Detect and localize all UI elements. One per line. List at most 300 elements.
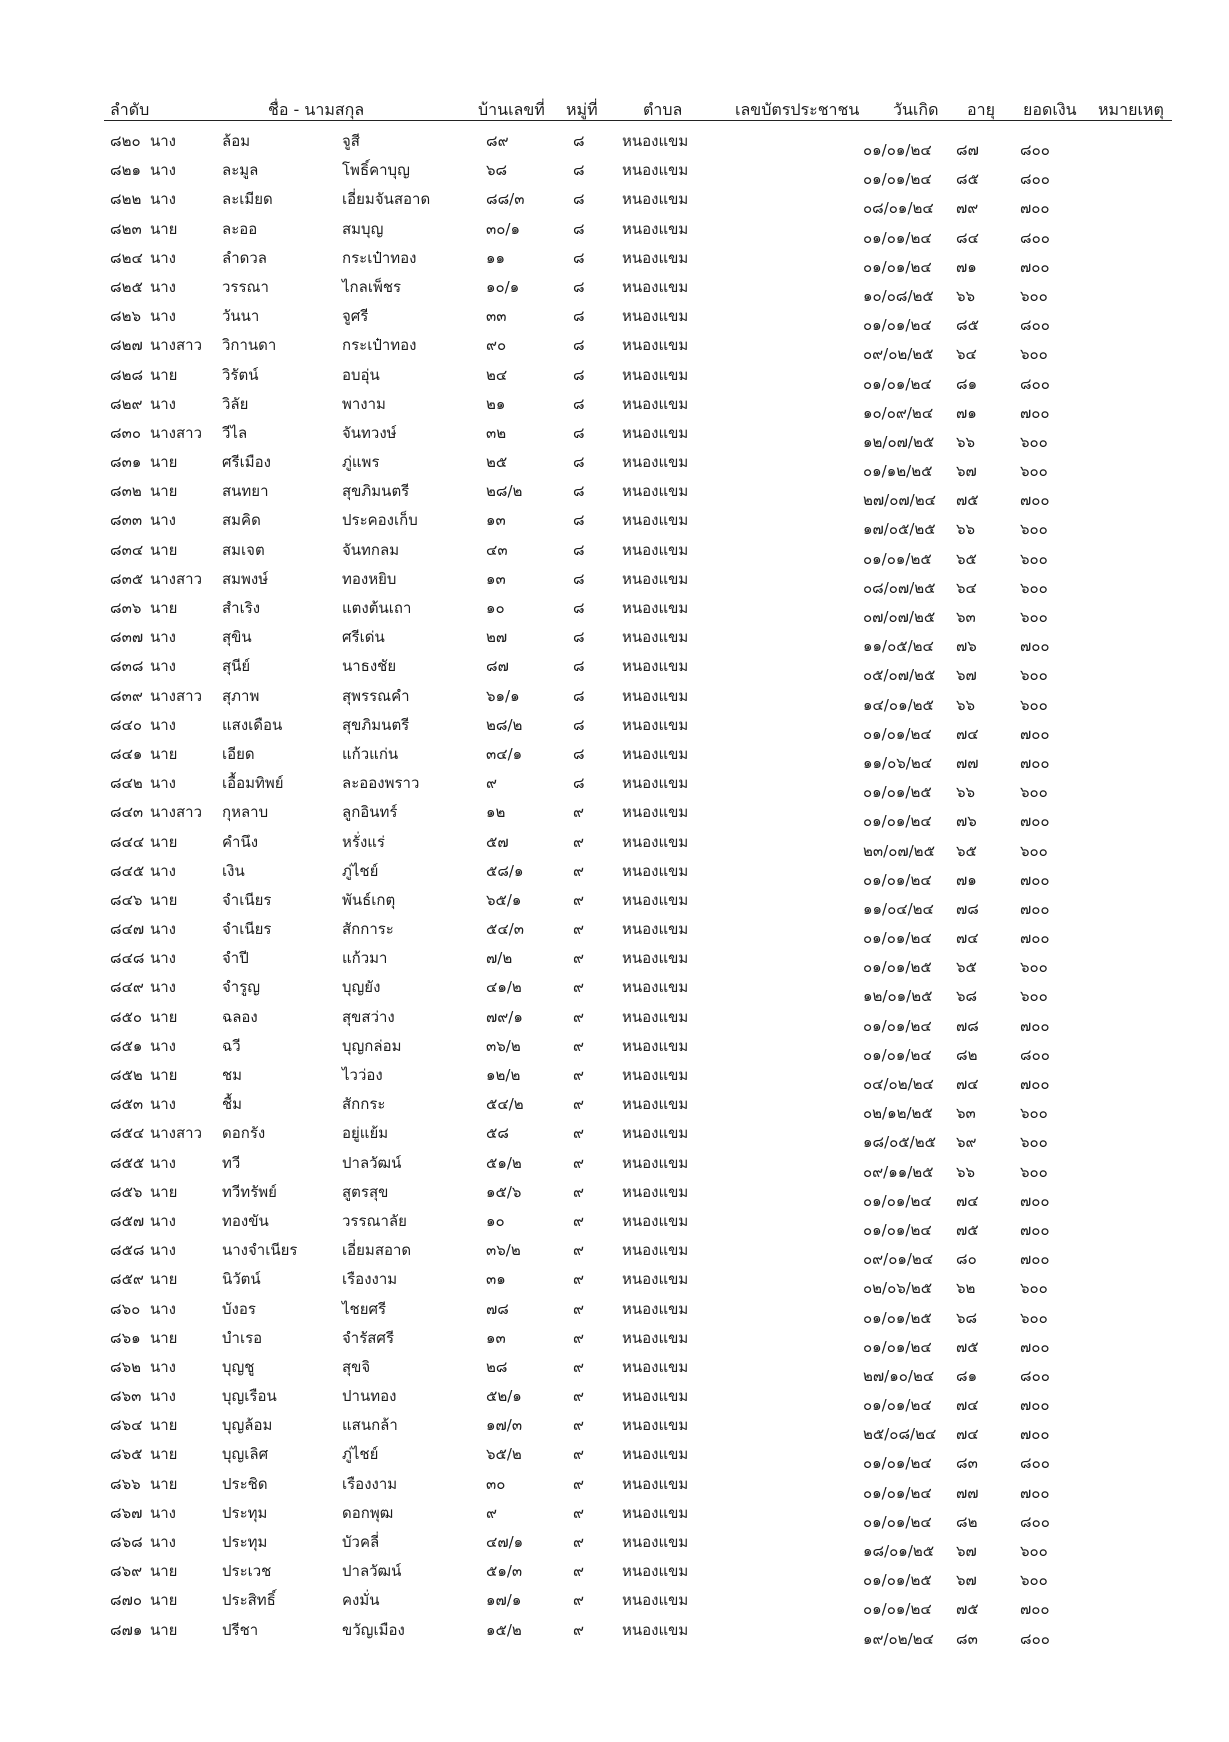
table-row: [0, 1233, 1229, 1269]
cell-moo: ๘: [573, 336, 585, 355]
table-row: [0, 299, 1229, 335]
cell-no: ๘๒๐: [110, 132, 141, 150]
cell-first: วรรณา: [222, 277, 269, 296]
cell-moo: ๘: [573, 482, 585, 501]
cell-no: ๘๖๑: [110, 1328, 141, 1347]
cell-moo: ๙: [573, 1241, 584, 1260]
cell-first: สุขิน: [222, 628, 252, 647]
cell-first: บุญเลิศ: [222, 1445, 269, 1464]
table-row: [0, 737, 1229, 772]
cell-first: ละเมียด: [222, 190, 273, 209]
cell-last: จันทกลม: [342, 540, 400, 559]
cell-house: ๙: [486, 1503, 497, 1522]
cell-moo: ๙: [573, 1095, 584, 1114]
table-row: [0, 883, 1229, 918]
cell-last: ภู่ไชย์: [342, 1445, 379, 1464]
cell-no: ๘๔๒: [110, 774, 143, 793]
table-row: [0, 825, 1229, 860]
cell-first: บำเรอ: [222, 1328, 263, 1347]
cell-moo: ๙: [573, 1270, 584, 1289]
cell-amount: ๗๐๐: [1020, 753, 1050, 772]
cell-dob: ๑๑/๐๕/๒๔: [863, 637, 934, 656]
cell-dob: ๐๑/๐๑/๒๔: [863, 1396, 932, 1415]
cell-last: นาธงชัย: [342, 657, 397, 676]
cell-house: ๕๘: [486, 1124, 509, 1143]
cell-tambon: หนองแขม: [622, 1153, 689, 1172]
cell-moo: ๘: [573, 774, 585, 793]
cell-tambon: หนองแขม: [622, 978, 689, 997]
cell-tambon: หนองแขม: [622, 1182, 689, 1201]
cell-tambon: หนองแขม: [622, 832, 689, 851]
table-row: [0, 679, 1229, 714]
cell-dob: ๑๗/๐๕/๒๕: [863, 520, 936, 539]
cell-no: ๘๔๗: [110, 920, 145, 939]
cell-amount: ๖๐๐: [1020, 666, 1048, 685]
cell-title: นาง: [150, 394, 177, 413]
table-row: [0, 1437, 1229, 1473]
cell-first: ฉวี: [222, 1036, 241, 1055]
cell-tambon: หนองแขม: [622, 628, 689, 647]
cell-moo: ๘: [573, 569, 585, 588]
cell-tambon: หนองแขม: [622, 744, 689, 763]
cell-last: พางาม: [342, 394, 386, 413]
cell-moo: ๙: [573, 832, 584, 851]
cell-last: สูตรสุข: [342, 1182, 389, 1201]
table-row: [0, 649, 1229, 685]
cell-first: นิวัตน์: [222, 1270, 261, 1289]
cell-house: ๑๗/๑: [486, 1591, 522, 1610]
cell-first: ฉลอง: [222, 1007, 258, 1026]
table-row: [0, 1087, 1229, 1123]
cell-moo: ๙: [573, 1416, 584, 1435]
table-row: [0, 970, 1229, 1006]
cell-age: ๖๓: [956, 608, 976, 626]
header-no: ลำดับ: [110, 100, 150, 119]
cell-dob: ๑๐/๐๙/๒๔: [863, 403, 934, 422]
cell-tambon: หนองแขม: [622, 1270, 689, 1289]
cell-no: ๘๓๑: [110, 453, 142, 472]
cell-house: ๓๖/๒: [486, 1241, 521, 1260]
cell-title: นาง: [150, 1153, 177, 1172]
cell-first: วิลัย: [222, 394, 249, 413]
cell-no: ๘๔๑: [110, 744, 143, 763]
cell-dob: ๒๓/๐๗/๒๕: [863, 841, 935, 860]
table-row: [0, 1613, 1229, 1648]
cell-dob: ๐๘/๐๗/๒๕: [863, 578, 936, 597]
cell-last: โพธิ์คาบุญ: [342, 161, 410, 180]
cell-no: ๘๔๘: [110, 949, 145, 968]
cell-house: ๒๘/๒: [486, 482, 523, 501]
cell-moo: ๘: [573, 307, 585, 326]
table-row: [0, 1204, 1229, 1239]
cell-tambon: หนองแขม: [622, 920, 689, 939]
cell-house: ๕๔/๓: [486, 920, 525, 939]
cell-house: ๑๓: [486, 511, 506, 530]
cell-last: จูศรี: [342, 307, 369, 326]
table-row: [0, 562, 1229, 597]
cell-last: เอี่ยมสอาด: [342, 1241, 412, 1260]
cell-age: ๖๕: [956, 549, 977, 568]
cell-house: ๓๐/๑: [486, 219, 520, 238]
cell-amount: ๖๐๐: [1020, 695, 1048, 714]
table-row: [0, 474, 1229, 510]
cell-moo: ๘: [573, 161, 585, 180]
cell-dob: ๐๑/๐๑/๒๔: [863, 374, 932, 393]
cell-amount: ๗๐๐: [1020, 870, 1050, 889]
cell-amount: ๖๐๐: [1020, 462, 1048, 481]
cell-first: เงิน: [222, 861, 245, 880]
cell-house: ๕๔/๒: [486, 1095, 524, 1114]
cell-dob: ๐๑/๐๑/๒๔: [863, 316, 932, 335]
cell-first: บุญล้อม: [222, 1416, 273, 1435]
cell-last: สุพรรณคำ: [342, 686, 410, 705]
cell-title: นาย: [150, 1182, 178, 1201]
cell-dob: ๐๑/๐๑/๒๔: [863, 1191, 932, 1210]
cell-first: จำเนียร: [222, 890, 272, 909]
cell-tambon: หนองแขม: [622, 132, 689, 150]
cell-moo: ๙: [573, 1445, 584, 1464]
cell-no: ๘๖๓: [110, 1387, 142, 1406]
cell-tambon: หนองแขม: [622, 219, 689, 238]
cell-tambon: หนองแขม: [622, 1474, 689, 1493]
cell-house: ๕๘/๑: [486, 861, 524, 880]
cell-age: ๗๙: [956, 199, 979, 218]
cell-tambon: หนองแขม: [622, 248, 689, 267]
cell-title: นางสาว: [150, 336, 203, 355]
cell-age: ๘๐: [956, 1250, 977, 1269]
cell-last: สักกระ: [342, 1095, 386, 1114]
cell-age: ๖๖: [956, 1162, 976, 1181]
header-amount: ยอดเงิน: [1023, 100, 1077, 119]
cell-house: ๓๓: [486, 307, 507, 326]
cell-title: นาย: [150, 1007, 178, 1026]
cell-title: นาย: [150, 1328, 178, 1347]
cell-tambon: หนองแขม: [622, 569, 689, 588]
table-row: [0, 328, 1229, 364]
cell-amount: ๖๐๐: [1020, 1162, 1048, 1181]
cell-last: จำรัสศรี: [342, 1328, 395, 1347]
cell-house: ๖๘: [486, 161, 508, 180]
cell-tambon: หนองแขม: [622, 803, 689, 822]
cell-last: บุญยัง: [342, 978, 381, 997]
cell-moo: ๘: [573, 453, 585, 472]
cell-dob: ๐๔/๐๒/๒๔: [863, 1075, 934, 1093]
cell-moo: ๙: [573, 1211, 584, 1230]
cell-last: กระเป๋าทอง: [342, 248, 417, 267]
cell-amount: ๖๐๐: [1020, 345, 1048, 364]
table-row: [0, 854, 1229, 889]
cell-age: ๖๔: [956, 578, 977, 597]
cell-dob: ๐๑/๐๑/๒๔: [863, 1337, 932, 1356]
cell-no: ๘๕๔: [110, 1124, 145, 1143]
cell-dob: ๐๑/๐๑/๒๔: [863, 929, 932, 948]
cell-age: ๗๕: [956, 1220, 979, 1239]
table-row: [0, 503, 1229, 539]
cell-last: หรั่งแร่: [342, 832, 385, 851]
table-row: [0, 941, 1229, 977]
cell-moo: ๙: [573, 1357, 584, 1376]
cell-first: ทวี: [222, 1153, 241, 1172]
cell-dob: ๑๘/๐๑/๒๕: [863, 1542, 935, 1560]
cell-no: ๘๖๘: [110, 1533, 143, 1551]
cell-no: ๘๓๓: [110, 511, 143, 530]
cell-amount: ๗๐๐: [1020, 812, 1050, 831]
table-row: [0, 387, 1229, 422]
cell-age: ๗๘: [956, 1016, 979, 1035]
cell-title: นาย: [150, 890, 178, 909]
cell-first: คำนึง: [222, 832, 259, 851]
cell-no: ๘๔๔: [110, 832, 145, 851]
cell-title: นาย: [150, 540, 178, 559]
cell-first: วิกานดา: [222, 336, 277, 355]
cell-age: ๗๖: [956, 637, 977, 656]
cell-amount: ๗๐๐: [1020, 1016, 1050, 1035]
table-row: [0, 591, 1229, 626]
cell-house: ๓๑: [486, 1270, 506, 1289]
cell-amount: ๗๐๐: [1020, 724, 1050, 743]
cell-house: ๗/๒: [486, 949, 513, 968]
cell-tambon: หนองแขม: [622, 686, 689, 705]
table-row: [0, 1175, 1229, 1210]
cell-tambon: หนองแขม: [622, 949, 689, 968]
cell-age: ๖๗: [956, 666, 977, 685]
cell-moo: ๘: [573, 511, 585, 530]
cell-first: บุญเรือน: [222, 1387, 277, 1406]
cell-age: ๖๖: [956, 286, 976, 305]
cell-amount: ๘๐๐: [1020, 1629, 1050, 1648]
cell-last: จูสี: [342, 132, 360, 150]
cell-first: ประเวช: [222, 1562, 272, 1581]
cell-dob: ๐๑/๐๑/๒๔: [863, 1512, 932, 1531]
cell-house: ๗๙/๑: [486, 1007, 523, 1026]
cell-tambon: หนองแขม: [622, 307, 689, 326]
cell-age: ๗๑: [956, 403, 977, 422]
cell-first: ทวีทรัพย์: [222, 1182, 277, 1201]
cell-dob: ๑๒/๐๗/๒๕: [863, 432, 935, 451]
cell-amount: ๗๐๐: [1020, 929, 1050, 948]
table-row: [0, 1058, 1229, 1093]
cell-no: ๘๖๔: [110, 1416, 143, 1435]
cell-first: ศรีเมือง: [222, 453, 271, 472]
cell-no: ๘๖๒: [110, 1357, 141, 1376]
cell-first: บุญชู: [222, 1357, 255, 1376]
cell-title: นาย: [150, 1445, 178, 1464]
cell-tambon: หนองแขม: [622, 482, 689, 501]
cell-age: ๘๒: [956, 1045, 978, 1064]
cell-amount: ๖๐๐: [1020, 286, 1048, 305]
cell-last: เรืองงาม: [342, 1474, 398, 1493]
cell-no: ๘๕๖: [110, 1182, 143, 1201]
cell-first: ประทุม: [222, 1503, 268, 1522]
cell-no: ๘๕๕: [110, 1153, 145, 1172]
cell-first: ปรีชา: [222, 1620, 259, 1639]
table-row: [0, 1000, 1229, 1035]
cell-title: นาง: [150, 307, 177, 326]
cell-title: นาย: [150, 1474, 178, 1493]
cell-last: จันทวงษ์: [342, 423, 397, 442]
cell-dob: ๐๙/๐๒/๒๕: [863, 345, 934, 364]
cell-no: ๘๒๘: [110, 365, 144, 384]
cell-title: นาย: [150, 453, 178, 472]
cell-tambon: หนองแขม: [622, 423, 689, 442]
table-row: [0, 416, 1229, 451]
cell-age: ๖๖: [956, 783, 976, 802]
cell-dob: ๐๑/๐๑/๒๕: [863, 958, 932, 977]
cell-tambon: หนองแขม: [622, 1299, 689, 1318]
cell-age: ๖๗: [956, 462, 977, 481]
cell-amount: ๗๐๐: [1020, 1425, 1050, 1444]
cell-dob: ๑๐/๐๘/๒๕: [863, 286, 934, 305]
table-body: [0, 124, 1229, 1648]
cell-age: ๖๓: [956, 1104, 976, 1123]
cell-dob: ๐๑/๐๑/๒๔: [863, 1483, 932, 1502]
cell-age: ๘๓: [956, 1454, 978, 1473]
cell-moo: ๘: [573, 423, 585, 442]
cell-no: ๘๕๓: [110, 1095, 144, 1114]
cell-age: ๗๘: [956, 899, 979, 918]
cell-title: นาง: [150, 949, 177, 968]
cell-no: ๘๒๗: [110, 336, 143, 355]
cell-amount: ๖๐๐: [1020, 432, 1048, 451]
cell-amount: ๘๐๐: [1020, 1045, 1050, 1064]
cell-amount: ๗๐๐: [1020, 899, 1050, 918]
cell-moo: ๙: [573, 1562, 584, 1581]
cell-house: ๑๒: [486, 803, 506, 822]
cell-last: สุขภิมนตรี: [342, 715, 410, 734]
cell-dob: ๐๑/๐๑/๒๔: [863, 1600, 932, 1619]
table-row: [0, 708, 1229, 743]
cell-dob: ๐๑/๐๑/๒๕: [863, 1571, 932, 1590]
cell-last: ละอองพราว: [342, 774, 420, 793]
cell-title: นาง: [150, 774, 177, 793]
cell-title: นางสาว: [150, 686, 203, 705]
cell-title: นาง: [150, 1036, 177, 1055]
cell-last: สักการะ: [342, 920, 394, 939]
header-note: หมายเหตุ: [1098, 100, 1164, 119]
cell-no: ๘๒๕: [110, 277, 143, 296]
cell-no: ๘๓๘: [110, 657, 144, 676]
cell-title: นาง: [150, 1211, 177, 1230]
table-row: [0, 620, 1229, 656]
table-row: [0, 1350, 1229, 1385]
cell-amount: ๘๐๐: [1020, 1454, 1050, 1473]
cell-house: ๙: [486, 774, 497, 793]
cell-amount: ๖๐๐: [1020, 1308, 1048, 1327]
cell-tambon: หนองแขม: [622, 1241, 689, 1260]
cell-first: วิรัตน์: [222, 365, 259, 384]
cell-tambon: หนองแขม: [622, 1387, 689, 1406]
cell-house: ๔๗/๑: [486, 1533, 524, 1551]
cell-age: ๖๘: [956, 987, 978, 1006]
cell-amount: ๗๐๐: [1020, 1600, 1050, 1619]
cell-no: ๘๓๐: [110, 423, 141, 442]
cell-moo: ๘: [573, 190, 585, 209]
table-row: [0, 912, 1229, 948]
cell-moo: ๙: [573, 1474, 584, 1493]
table-row: [0, 212, 1229, 247]
cell-moo: ๙: [573, 1153, 584, 1172]
cell-no: ๘๕๐: [110, 1007, 143, 1026]
cell-age: ๖๖: [956, 695, 976, 714]
header-age: อายุ: [967, 100, 995, 119]
cell-house: ๔๑/๒: [486, 978, 522, 997]
cell-age: ๖๕: [956, 958, 977, 977]
cell-last: ไวว่อง: [342, 1066, 383, 1084]
cell-title: นาง: [150, 1241, 177, 1260]
cell-no: ๘๕๘: [110, 1241, 145, 1260]
cell-age: ๖๒: [956, 1279, 976, 1298]
cell-amount: ๘๐๐: [1020, 1366, 1050, 1385]
cell-last: ทองหยิบ: [342, 569, 397, 588]
cell-no: ๘๓๗: [110, 628, 144, 647]
cell-age: ๗๖: [956, 812, 977, 831]
cell-age: ๗๔: [956, 1191, 979, 1210]
cell-title: นาง: [150, 978, 177, 997]
cell-title: นาย: [150, 599, 178, 617]
cell-moo: ๘: [573, 628, 585, 647]
cell-house: ๘๙: [486, 132, 509, 150]
cell-title: นาง: [150, 1533, 177, 1551]
cell-last: ไกลเพ็ชร: [342, 277, 402, 296]
table-row: [0, 1467, 1229, 1502]
cell-first: แสงเดือน: [222, 715, 283, 734]
cell-no: ๘๖๕: [110, 1445, 143, 1464]
cell-dob: ๑๒/๐๑/๒๕: [863, 987, 933, 1006]
cell-no: ๘๓๕: [110, 569, 144, 588]
cell-no: ๘๓๔: [110, 540, 144, 559]
cell-dob: ๑๑/๐๖/๒๔: [863, 753, 933, 772]
cell-no: ๘๖๗: [110, 1503, 143, 1522]
cell-title: นาง: [150, 657, 177, 676]
cell-house: ๒๔: [486, 365, 508, 384]
cell-title: นาง: [150, 920, 177, 939]
cell-no: ๘๒๒: [110, 190, 142, 209]
cell-amount: ๗๐๐: [1020, 403, 1050, 422]
cell-moo: ๙: [573, 890, 584, 909]
cell-dob: ๑๘/๐๕/๒๕: [863, 1133, 936, 1152]
cell-moo: ๘: [573, 365, 585, 384]
cell-amount: ๘๐๐: [1020, 170, 1050, 189]
cell-dob: ๐๑/๐๑/๒๔: [863, 228, 932, 247]
header-name: ชื่อ - นามสกุล: [268, 100, 365, 119]
cell-amount: ๘๐๐: [1020, 228, 1050, 247]
cell-dob: ๐๑/๐๑/๒๕: [863, 1308, 932, 1327]
cell-tambon: หนองแขม: [622, 1416, 689, 1435]
cell-amount: ๗๐๐: [1020, 1191, 1050, 1210]
cell-title: นาง: [150, 715, 177, 734]
cell-moo: ๙: [573, 1591, 584, 1610]
cell-title: นาง: [150, 1387, 177, 1406]
cell-moo: ๘: [573, 599, 585, 617]
cell-house: ๑๗/๓: [486, 1416, 523, 1435]
table-row: [0, 124, 1229, 159]
cell-no: ๘๕๗: [110, 1211, 145, 1230]
cell-house: ๒๕: [486, 453, 508, 472]
cell-moo: ๙: [573, 1387, 584, 1406]
cell-house: ๖๑/๑: [486, 686, 520, 705]
cell-moo: ๘: [573, 657, 585, 676]
cell-last: เรืองงาม: [342, 1270, 398, 1289]
cell-house: ๓๒: [486, 423, 507, 442]
cell-tambon: หนองแขม: [622, 1620, 689, 1639]
cell-first: สำเริง: [222, 599, 261, 617]
cell-first: บังอร: [222, 1299, 256, 1318]
cell-moo: ๙: [573, 1503, 584, 1522]
cell-title: นาง: [150, 248, 177, 267]
cell-tambon: หนองแขม: [622, 890, 689, 909]
cell-tambon: หนองแขม: [622, 394, 689, 413]
cell-tambon: หนองแขม: [622, 1445, 689, 1464]
